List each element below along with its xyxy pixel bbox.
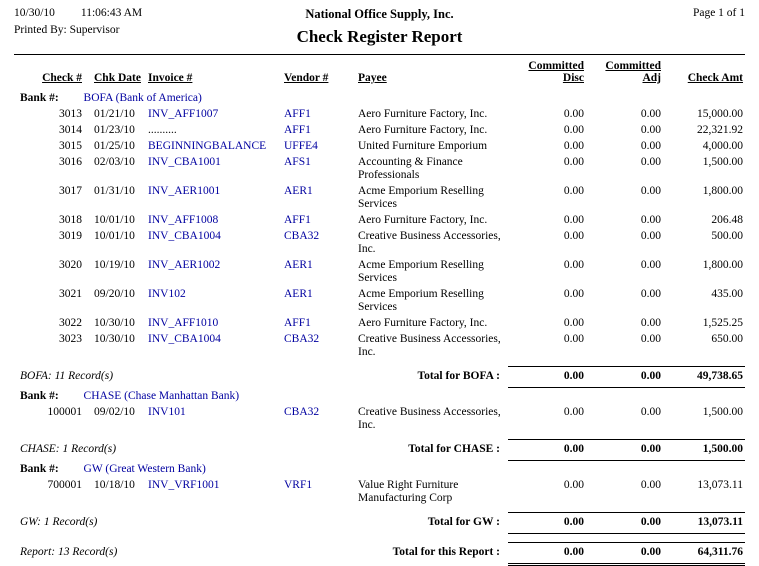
committed-adj: 0.00 [640,108,661,120]
bank-name-link[interactable]: BOFA (Bank of America) [83,92,202,104]
check-date: 10/19/10 [94,259,135,271]
vendor-link[interactable]: AFF1 [284,124,311,136]
check-date: 01/21/10 [94,108,135,120]
check-number: 700001 [47,479,82,491]
check-date: 10/30/10 [94,333,135,345]
committed-adj: 0.00 [640,185,661,197]
payee: Creative Business Accessories, Inc. [358,230,501,255]
payee: Creative Business Accessories, Inc. [358,406,501,431]
vendor-link[interactable]: CBA32 [284,333,320,345]
check-number: 3013 [59,108,82,120]
check-register-table [14,58,745,566]
total-committed-disc: 0.00 [508,513,586,534]
check-number: 3017 [59,185,82,197]
bank-subtotal-row-bofa [14,367,745,388]
committed-adj: 0.00 [640,333,661,345]
committed-disc: 0.00 [563,317,584,329]
invoice-link[interactable]: INV_AER1002 [148,259,221,271]
col-header-vendor: Vendor # [284,72,329,84]
report-header [14,7,745,47]
check-amt: 22,321.92 [697,124,743,136]
payee: Aero Furniture Factory, Inc. [358,124,488,136]
invoice-link[interactable]: INV101 [148,406,186,418]
payee: Aero Furniture Factory, Inc. [358,317,488,329]
check-row [14,478,745,507]
check-amt: 650.00 [711,333,743,345]
check-amt: 15,000.00 [697,108,743,120]
header-divider [14,54,745,55]
vendor-link[interactable]: AER1 [284,259,313,271]
total-label: Total for BOFA : [417,369,500,382]
invoice-link[interactable]: INV_AFF1010 [148,317,219,329]
vendor-link[interactable]: AFS1 [284,156,311,168]
check-row [14,405,745,434]
payee: Acme Emporium Reselling Services [358,259,484,284]
bank-subtotal-row-gw [14,513,745,534]
report-record-count: Report: 13 Record(s) [20,545,118,558]
check-amt: 500.00 [711,230,743,242]
report-total-committed-disc: 0.00 [508,543,586,565]
printed-by: Printed By: Supervisor [14,24,120,36]
check-row [14,155,745,184]
check-row [14,123,745,139]
bank-group-header-chase [14,388,745,406]
check-amt: 1,500.00 [702,156,743,168]
check-amt: 1,500.00 [702,406,743,418]
committed-disc: 0.00 [563,406,584,418]
check-date: 10/18/10 [94,479,135,491]
invoice-link[interactable]: BEGINNINGBALANCE [148,140,267,152]
committed-adj: 0.00 [640,288,661,300]
committed-adj: 0.00 [640,317,661,329]
report-total-check-amt: 64,311.76 [663,543,745,565]
spacer [14,534,745,543]
invoice-link[interactable]: INV_AFF1007 [148,108,219,120]
committed-disc: 0.00 [563,214,584,226]
committed-disc: 0.00 [563,333,584,345]
check-number: 3021 [59,288,82,300]
committed-disc: 0.00 [563,259,584,271]
payee: Creative Business Accessories, Inc. [358,333,501,358]
report-date: 10/30/10 [14,7,55,19]
check-row [14,139,745,155]
vendor-link[interactable]: AFF1 [284,214,311,226]
check-number: 3020 [59,259,82,271]
check-number: 3023 [59,333,82,345]
total-check-amt: 1,500.00 [663,440,745,461]
payee: Accounting & Finance Professionals [358,156,463,181]
bank-group-header-gw [14,461,745,479]
committed-disc: 0.00 [563,479,584,491]
committed-adj: 0.00 [640,230,661,242]
check-number: 3015 [59,140,82,152]
check-row [14,316,745,332]
check-row [14,184,745,213]
invoice-link[interactable]: INV_VRF1001 [148,479,220,491]
col-header-committed-disc: Committed Disc [528,60,584,84]
bank-number-label: Bank #: [20,92,59,104]
check-number: 3019 [59,230,82,242]
report-total-committed-adj: 0.00 [586,543,663,565]
page-indicator: Page 1 of 1 [692,7,745,19]
vendor-link[interactable]: VRF1 [284,479,313,491]
total-check-amt: 49,738.65 [663,367,745,388]
committed-disc: 0.00 [563,124,584,136]
col-header-check: Check # [42,72,82,84]
check-row [14,258,745,287]
invoice-placeholder: .......... [148,124,177,136]
report-time: 11:06:43 AM [80,7,143,19]
check-amt: 1,800.00 [702,185,743,197]
bank-name-link[interactable]: CHASE (Chase Manhattan Bank) [83,390,240,402]
invoice-link[interactable]: INV_AER1001 [148,185,221,197]
vendor-link[interactable]: CBA32 [284,230,320,242]
committed-disc: 0.00 [563,185,584,197]
check-amt: 13,073.11 [697,479,743,491]
total-committed-disc: 0.00 [508,440,586,461]
invoice-link[interactable]: INV_AFF1008 [148,214,219,226]
record-count: BOFA: 11 Record(s) [20,369,114,382]
check-date: 01/31/10 [94,185,135,197]
total-committed-adj: 0.00 [586,513,663,534]
check-date: 10/01/10 [94,230,135,242]
check-row [14,229,745,258]
payee: Value Right Furniture Manufacturing Corp [358,479,459,504]
committed-disc: 0.00 [563,108,584,120]
header-center [297,7,463,47]
total-committed-disc: 0.00 [508,367,586,388]
payee: United Furniture Emporium [358,140,488,152]
report-title: Check Register Report [296,27,463,46]
committed-adj: 0.00 [640,124,661,136]
check-amt: 206.48 [711,214,743,226]
total-check-amt: 13,073.11 [663,513,745,534]
committed-adj: 0.00 [640,259,661,271]
col-header-invoice: Invoice # [148,72,193,84]
payee: Acme Emporium Reselling Services [358,185,484,210]
vendor-link[interactable]: AFF1 [284,317,311,329]
check-number: 3016 [59,156,82,168]
committed-adj: 0.00 [640,156,661,168]
report-total-label: Total for this Report : [392,545,500,558]
check-date: 01/23/10 [94,124,135,136]
committed-disc: 0.00 [563,230,584,242]
committed-adj: 0.00 [640,479,661,491]
invoice-link[interactable]: INV_CBA1001 [148,156,221,168]
check-number: 3018 [59,214,82,226]
check-date: 10/01/10 [94,214,135,226]
check-row [14,213,745,229]
invoice-link[interactable]: INV102 [148,288,186,300]
record-count: GW: 1 Record(s) [20,515,98,528]
check-number: 100001 [47,406,82,418]
check-date: 09/20/10 [94,288,135,300]
company-name: National Office Supply, Inc. [305,7,454,21]
check-date: 02/03/10 [94,156,135,168]
check-amt: 4,000.00 [702,140,743,152]
vendor-link[interactable]: CBA32 [284,406,320,418]
check-amt: 435.00 [711,288,743,300]
check-number: 3022 [59,317,82,329]
committed-disc: 0.00 [563,288,584,300]
vendor-link[interactable]: AER1 [284,288,313,300]
total-committed-adj: 0.00 [586,440,663,461]
check-date: 09/02/10 [94,406,135,418]
check-date: 10/30/10 [94,317,135,329]
col-header-payee: Payee [358,72,387,84]
check-amt: 1,525.25 [702,317,743,329]
payee: Aero Furniture Factory, Inc. [358,214,488,226]
committed-disc: 0.00 [563,140,584,152]
header-left [14,7,297,36]
bank-number-label: Bank #: [20,463,59,475]
record-count: CHASE: 1 Record(s) [20,442,117,455]
check-row [14,332,745,361]
vendor-link[interactable]: AER1 [284,185,313,197]
committed-adj: 0.00 [640,214,661,226]
invoice-link[interactable]: INV_CBA1004 [148,333,221,345]
column-header-row [14,58,745,90]
payee: Aero Furniture Factory, Inc. [358,108,488,120]
col-header-check-amt: Check Amt [687,72,743,84]
invoice-link[interactable]: INV_CBA1004 [148,230,221,242]
check-amt: 1,800.00 [702,259,743,271]
check-date: 01/25/10 [94,140,135,152]
check-row [14,287,745,316]
total-committed-adj: 0.00 [586,367,663,388]
vendor-link[interactable]: AFF1 [284,108,311,120]
report-total-row [14,543,745,565]
col-header-chk-date: Chk Date [94,72,141,84]
payee: Acme Emporium Reselling Services [358,288,484,313]
vendor-link[interactable]: UFFE4 [284,140,318,152]
bank-group-header-bofa [14,90,745,107]
committed-adj: 0.00 [640,406,661,418]
col-header-committed-adj: Committed Adj [605,60,661,84]
bank-subtotal-row-chase [14,440,745,461]
total-label: Total for GW : [427,515,500,528]
committed-adj: 0.00 [640,140,661,152]
check-number: 3014 [59,124,82,136]
total-label: Total for CHASE : [408,442,500,455]
check-row [14,107,745,123]
bank-name-link[interactable]: GW (Great Western Bank) [83,463,206,475]
committed-disc: 0.00 [563,156,584,168]
bank-number-label: Bank #: [20,390,59,402]
